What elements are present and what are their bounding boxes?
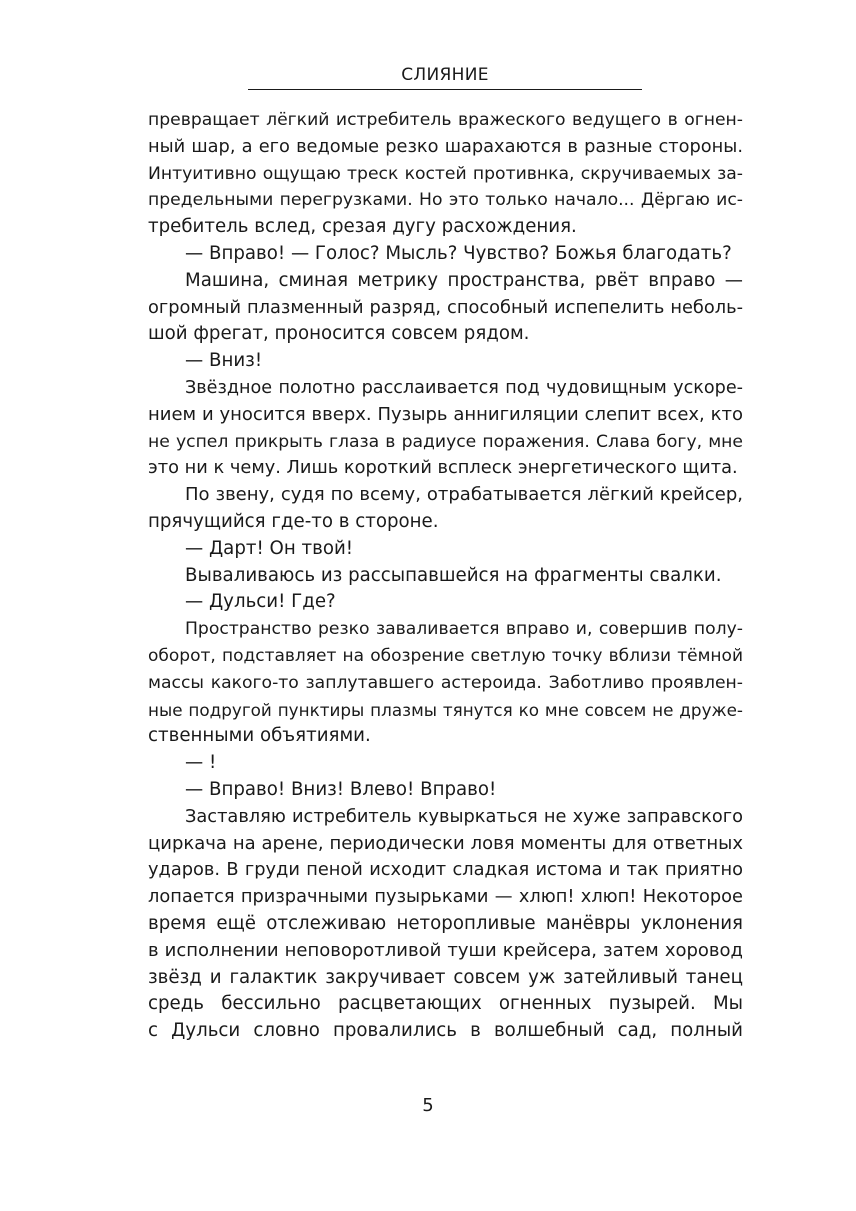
text-line: с Дульси словно провалились в волшебный сад, полный — [148, 1020, 743, 1042]
page-number: 5 — [422, 1095, 434, 1116]
text-line: массы какого-то заплутавшего астероида. Заботливо проявлен- — [148, 672, 743, 693]
text-line: огромный плазменный разряд, способный испепелить неболь- — [148, 296, 743, 318]
dialogue-line: — Вправо! Вниз! Влево! Вправо! — [185, 778, 497, 800]
text-line: оборот, подставляет на обозрение светлую точку вблизи тёмной — [148, 645, 743, 666]
text-line: Интуитивно ощущаю треск костей противнка, скручиваемых за- — [148, 163, 743, 184]
dialogue-line: — Дульси! Где? — [185, 591, 336, 613]
text-line: звёзд и галактик закручивает совсем уж затейливый танец — [148, 966, 743, 988]
text-line: лопается призрачными пузырьками — хлюп! хлюп! Некоторое — [148, 886, 743, 908]
text-line: ные подругой пунктиры плазмы тянутся ко мне совсем не друже- — [148, 699, 743, 720]
text-line: время ещё отслеживаю неторопливые манёвры уклонения — [148, 912, 743, 934]
dialogue-line: — Вправо! — Голос? Мысль? Чувство? Божья благодать? — [185, 242, 732, 264]
paragraph-first-line: Пространство резко заваливается вправо и, совершив полу- — [185, 619, 743, 640]
text-line: требитель вслед, срезая дугу расхождения. — [148, 216, 577, 238]
text-line: это ни к чему. Лишь короткий всплеск энергетического щита. — [148, 457, 738, 479]
dialogue-line: — ! — [185, 752, 217, 774]
paragraph-first-line: Машина, сминая метрику пространства, рвёт вправо — — [185, 269, 743, 291]
dialogue-line: — Вниз! — [185, 350, 263, 372]
paragraph-first-line: Вываливаюсь из рассыпавшейся на фрагменты свалки. — [185, 564, 722, 586]
text-line: ственными объятиями. — [148, 725, 371, 747]
running-head: СЛИЯНИЕ — [401, 65, 489, 85]
paragraph-first-line: Звёздное полотно расслаивается под чудовищным ускоре- — [185, 377, 743, 398]
text-line: в исполнении неповоротливой туши крейсера, затем хоровод — [148, 939, 743, 961]
text-line: не успел прикрыть глаза в радиусе поражения. Слава богу, мне — [148, 431, 743, 452]
text-line: нием и уносится вверх. Пузырь аннигиляции слепит всех, кто — [148, 403, 743, 425]
text-line: циркача на арене, периодически ловя моменты для ответных — [148, 832, 743, 854]
dialogue-line: — Дарт! Он твой! — [185, 537, 354, 559]
text-line: превращает лёгкий истребитель вражеского ведущего в огнен- — [148, 110, 743, 130]
text-line: шой фрегат, проносится совсем рядом. — [148, 323, 530, 345]
text-line: ный шар, а его ведомые резко шарахаются в разные стороны. — [148, 135, 743, 157]
paragraph-first-line: Заставляю истребитель кувыркаться не хуже заправского — [185, 805, 743, 827]
text-line: ударов. В груди пеной исходит сладкая истома и так приятно — [148, 859, 743, 881]
text-line: предельными перегрузками. Но это только начало... Дёргаю ис- — [148, 190, 743, 211]
text-line: прячущийся где-то в стороне. — [148, 510, 439, 532]
body-text — [148, 107, 743, 1045]
text-line: средь бессильно расцветающих огненных пузырей. Мы — [148, 993, 743, 1015]
running-head-rule — [248, 89, 642, 90]
paragraph-first-line: По звену, судя по всему, отрабатывается лёгкий крейсер, — [185, 484, 743, 506]
